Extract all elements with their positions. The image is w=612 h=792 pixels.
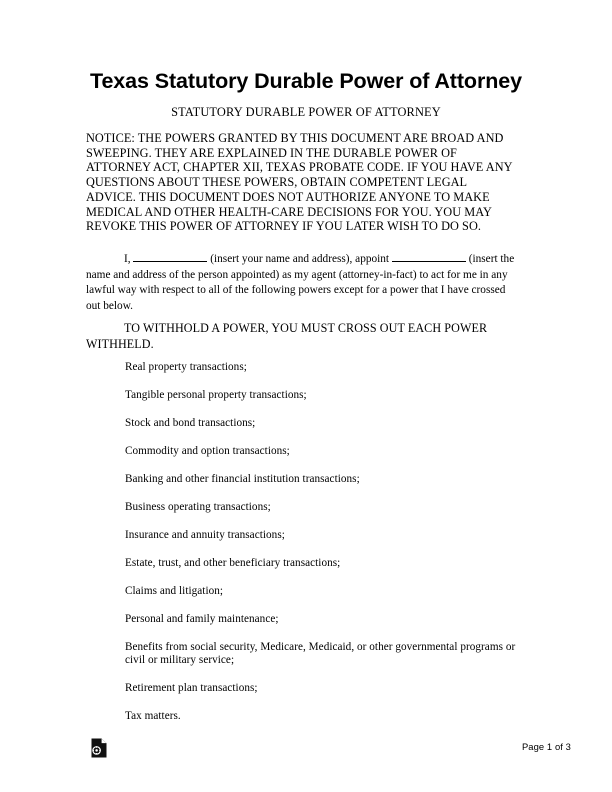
agent-name-blank[interactable] — [392, 261, 466, 262]
list-item: Benefits from social security, Medicare, Medicaid, or other governmental programs or civil or military service; — [125, 641, 516, 667]
list-item: Stock and bond transactions; — [125, 417, 256, 429]
appointment-text-part3: (insert the name and address of the person appointed) as my agent (attorney-in-fact) to act for me in any lawful way with respect to all of the following powers except for a power that I have crossed out below. — [86, 253, 515, 312]
page-title: Texas Statutory Durable Power of Attorney — [90, 69, 522, 93]
document-gear-icon — [91, 738, 108, 758]
list-item: Commodity and option transactions; — [125, 445, 290, 457]
list-item: Tangible personal property transactions; — [125, 389, 307, 401]
page-number: Page 1 of 3 — [521, 741, 571, 752]
document-subtitle: STATUTORY DURABLE POWER OF ATTORNEY — [171, 105, 441, 119]
list-item: Banking and other financial institution transactions; — [125, 473, 360, 485]
list-item: Insurance and annuity transactions; — [125, 529, 285, 541]
list-item: Real property transactions; — [125, 361, 247, 373]
appointment-text-part2: (insert your name and address), appoint — [210, 253, 390, 265]
powers-list — [125, 361, 517, 724]
list-item: Tax matters. — [125, 710, 181, 723]
list-item: Business operating transactions; — [125, 501, 271, 513]
list-item: Claims and litigation; — [125, 585, 224, 597]
list-item: Personal and family maintenance; — [125, 613, 279, 625]
withhold-instruction-text: TO WITHHOLD A POWER, YOU MUST CROSS OUT EACH POWER WITHHELD. — [86, 321, 488, 351]
withhold-instruction — [86, 321, 518, 352]
name-address-blank[interactable] — [133, 261, 207, 262]
notice-paragraph: NOTICE: THE POWERS GRANTED BY THIS DOCUMENT ARE BROAD AND SWEEPING. THEY ARE EXPLAINED IN THE DURABLE POWER OF ATTORNEY ACT, CHAPTER XII, TEXAS PROBATE CODE. IF YOU HAVE ANY QUESTIONS ABOUT THESE POWERS, OBTAIN COMPETENT LEGAL ADVICE. THIS DOCUMENT DOES NOT AUTHORIZE ANYONE TO MAKE MEDICAL AND OTHER HEALTH-CARE DECISIONS FOR YOU. YOU MAY REVOKE THIS POWER OF ATTORNEY IF YOU LATER WISH TO DO SO. — [86, 131, 513, 234]
appointment-paragraph — [86, 252, 518, 314]
list-item: Retirement plan transactions; — [125, 682, 258, 695]
appointment-text-part1: I, — [124, 253, 131, 265]
list-item: Estate, trust, and other beneficiary transactions; — [125, 557, 341, 569]
